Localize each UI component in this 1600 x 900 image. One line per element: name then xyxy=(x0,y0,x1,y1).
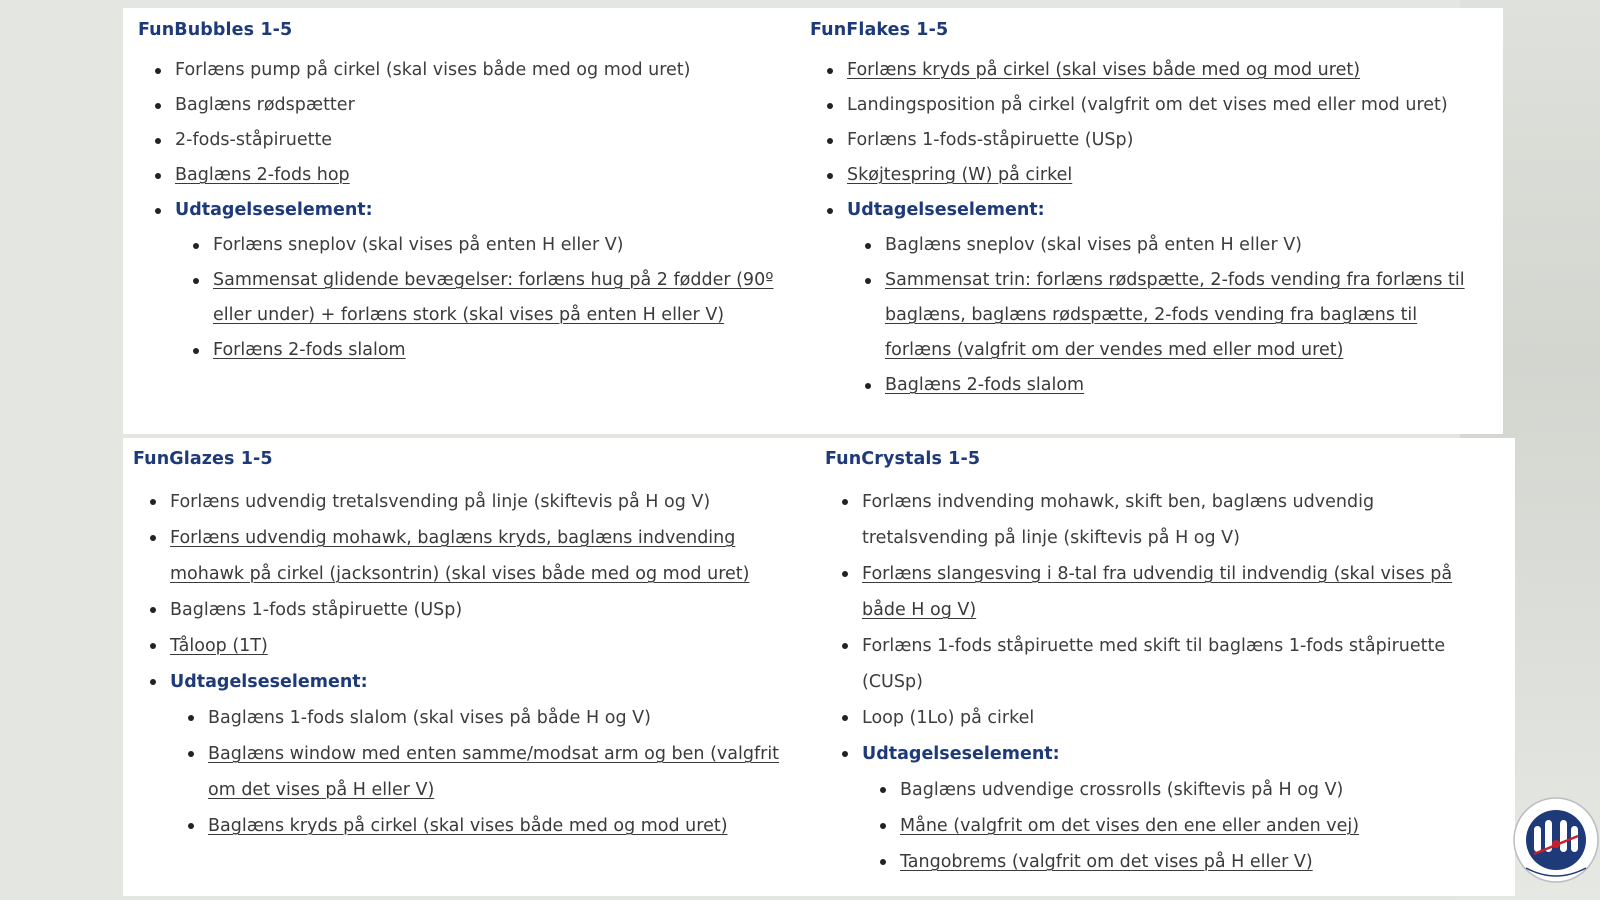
list-link[interactable]: Sammensat trin: forlæns rødspætte, 2-fods vending fra forlæns til baglæns, baglæns rødspætte, 2-fods vending fra baglæns til forlæns (valgfrit om der vendes med eller mod uret) xyxy=(885,270,1465,360)
list-link[interactable]: Skøjtespring (W) på cirkel xyxy=(847,165,1073,185)
udtagelse-label: Udtagelseselement: xyxy=(847,200,1045,220)
funglazes-list xyxy=(170,484,780,844)
funflakes-list xyxy=(847,53,1490,403)
list-link[interactable]: Forlæns 2-fods slalom xyxy=(213,340,406,360)
list-item xyxy=(862,556,1477,628)
funbubbles-sublist xyxy=(213,228,793,368)
list-item xyxy=(862,736,1477,880)
list-item: Forlæns indvending mohawk, skift ben, baglæns udvendig tretalsvending på linje (skiftevis på H og V) xyxy=(862,484,1477,556)
list-item: Baglæns 1-fods slalom (skal vises på både H og V) xyxy=(208,700,798,736)
list-item xyxy=(208,808,798,844)
funbubbles-section xyxy=(138,8,798,368)
funflakes-sublist xyxy=(885,228,1475,403)
list-item: Landingsposition på cirkel (valgfrit om det vises med eller mod uret) xyxy=(847,88,1490,123)
list-item: 2-fods-ståpiruette xyxy=(175,123,798,158)
list-item: Forlæns udvendig tretalsvending på linje (skiftevis på H og V) xyxy=(170,484,780,520)
list-item xyxy=(170,628,780,664)
list-link[interactable]: Baglæns kryds på cirkel (skal vises både med og mod uret) xyxy=(208,816,728,836)
list-item: Baglæns 1-fods ståpiruette (USp) xyxy=(170,592,780,628)
list-item xyxy=(170,664,780,844)
list-item: Baglæns rødspætter xyxy=(175,88,798,123)
funglazes-title: FunGlazes 1-5 xyxy=(133,449,273,469)
list-link[interactable]: Tangobrems (valgfrit om det vises på H eller V) xyxy=(900,852,1313,872)
list-item xyxy=(900,808,1480,844)
funcrystals-sublist xyxy=(900,772,1480,880)
funcrystals-section xyxy=(825,438,1495,880)
list-item: Forlæns 1-fods ståpiruette med skift til baglæns 1-fods ståpiruette (CUSp) xyxy=(862,628,1477,700)
list-item xyxy=(175,193,798,368)
funflakes-section xyxy=(810,8,1490,403)
funbubbles-title: FunBubbles 1-5 xyxy=(138,20,293,40)
list-link[interactable]: Baglæns window med enten samme/modsat arm og ben (valgfrit om det vises på H eller V) xyxy=(208,744,780,800)
funglazes-sublist xyxy=(208,700,798,844)
club-logo xyxy=(1512,796,1600,884)
list-item: Baglæns udvendige crossrolls (skiftevis på H og V) xyxy=(900,772,1480,808)
udtagelse-label: Udtagelseselement: xyxy=(862,744,1060,764)
list-item: Loop (1Lo) på cirkel xyxy=(862,700,1477,736)
list-item xyxy=(885,263,1475,368)
list-link[interactable]: Måne (valgfrit om det vises den ene eller anden vej) xyxy=(900,816,1360,836)
list-item xyxy=(847,158,1490,193)
funglazes-section xyxy=(133,438,798,844)
list-item: Baglæns sneplov (skal vises på enten H eller V) xyxy=(885,228,1475,263)
udtagelse-label: Udtagelseselement: xyxy=(175,200,373,220)
list-item xyxy=(213,263,793,333)
funcrystals-title: FunCrystals 1-5 xyxy=(825,449,981,469)
bottom-content-card xyxy=(123,438,1515,896)
list-link[interactable]: Forlæns slangesving i 8-tal fra udvendig til indvendig (skal vises på både H og V) xyxy=(862,564,1453,620)
list-link[interactable]: Tåloop (1T) xyxy=(170,636,268,656)
list-link[interactable]: Forlæns kryds på cirkel (skal vises både med og mod uret) xyxy=(847,60,1361,80)
club-logo-icon xyxy=(1512,796,1600,884)
funflakes-title: FunFlakes 1-5 xyxy=(810,20,949,40)
list-item xyxy=(847,193,1490,403)
funbubbles-list xyxy=(175,53,798,368)
list-link[interactable]: Sammensat glidende bevægelser: forlæns hug på 2 fødder (90º eller under) + forlæns stork (skal vises på enten H eller V) xyxy=(213,270,774,325)
list-link[interactable]: Baglæns 2-fods hop xyxy=(175,165,350,185)
udtagelse-label: Udtagelseselement: xyxy=(170,672,368,692)
list-item: Forlæns 1-fods-ståpiruette (USp) xyxy=(847,123,1490,158)
list-item: Forlæns sneplov (skal vises på enten H eller V) xyxy=(213,228,793,263)
list-item xyxy=(213,333,793,368)
funcrystals-list xyxy=(862,484,1477,880)
list-item xyxy=(885,368,1475,403)
list-item xyxy=(170,520,780,592)
list-item xyxy=(847,53,1490,88)
list-item xyxy=(900,844,1480,880)
list-item: Forlæns pump på cirkel (skal vises både med og mod uret) xyxy=(175,53,798,88)
list-item xyxy=(175,158,798,193)
top-content-card xyxy=(123,8,1503,434)
list-item xyxy=(208,736,798,808)
list-link[interactable]: Baglæns 2-fods slalom xyxy=(885,375,1085,395)
list-link[interactable]: Forlæns udvendig mohawk, baglæns kryds, baglæns indvending mohawk på cirkel (jacksontrin) (skal vises både med og mod uret) xyxy=(170,528,750,584)
